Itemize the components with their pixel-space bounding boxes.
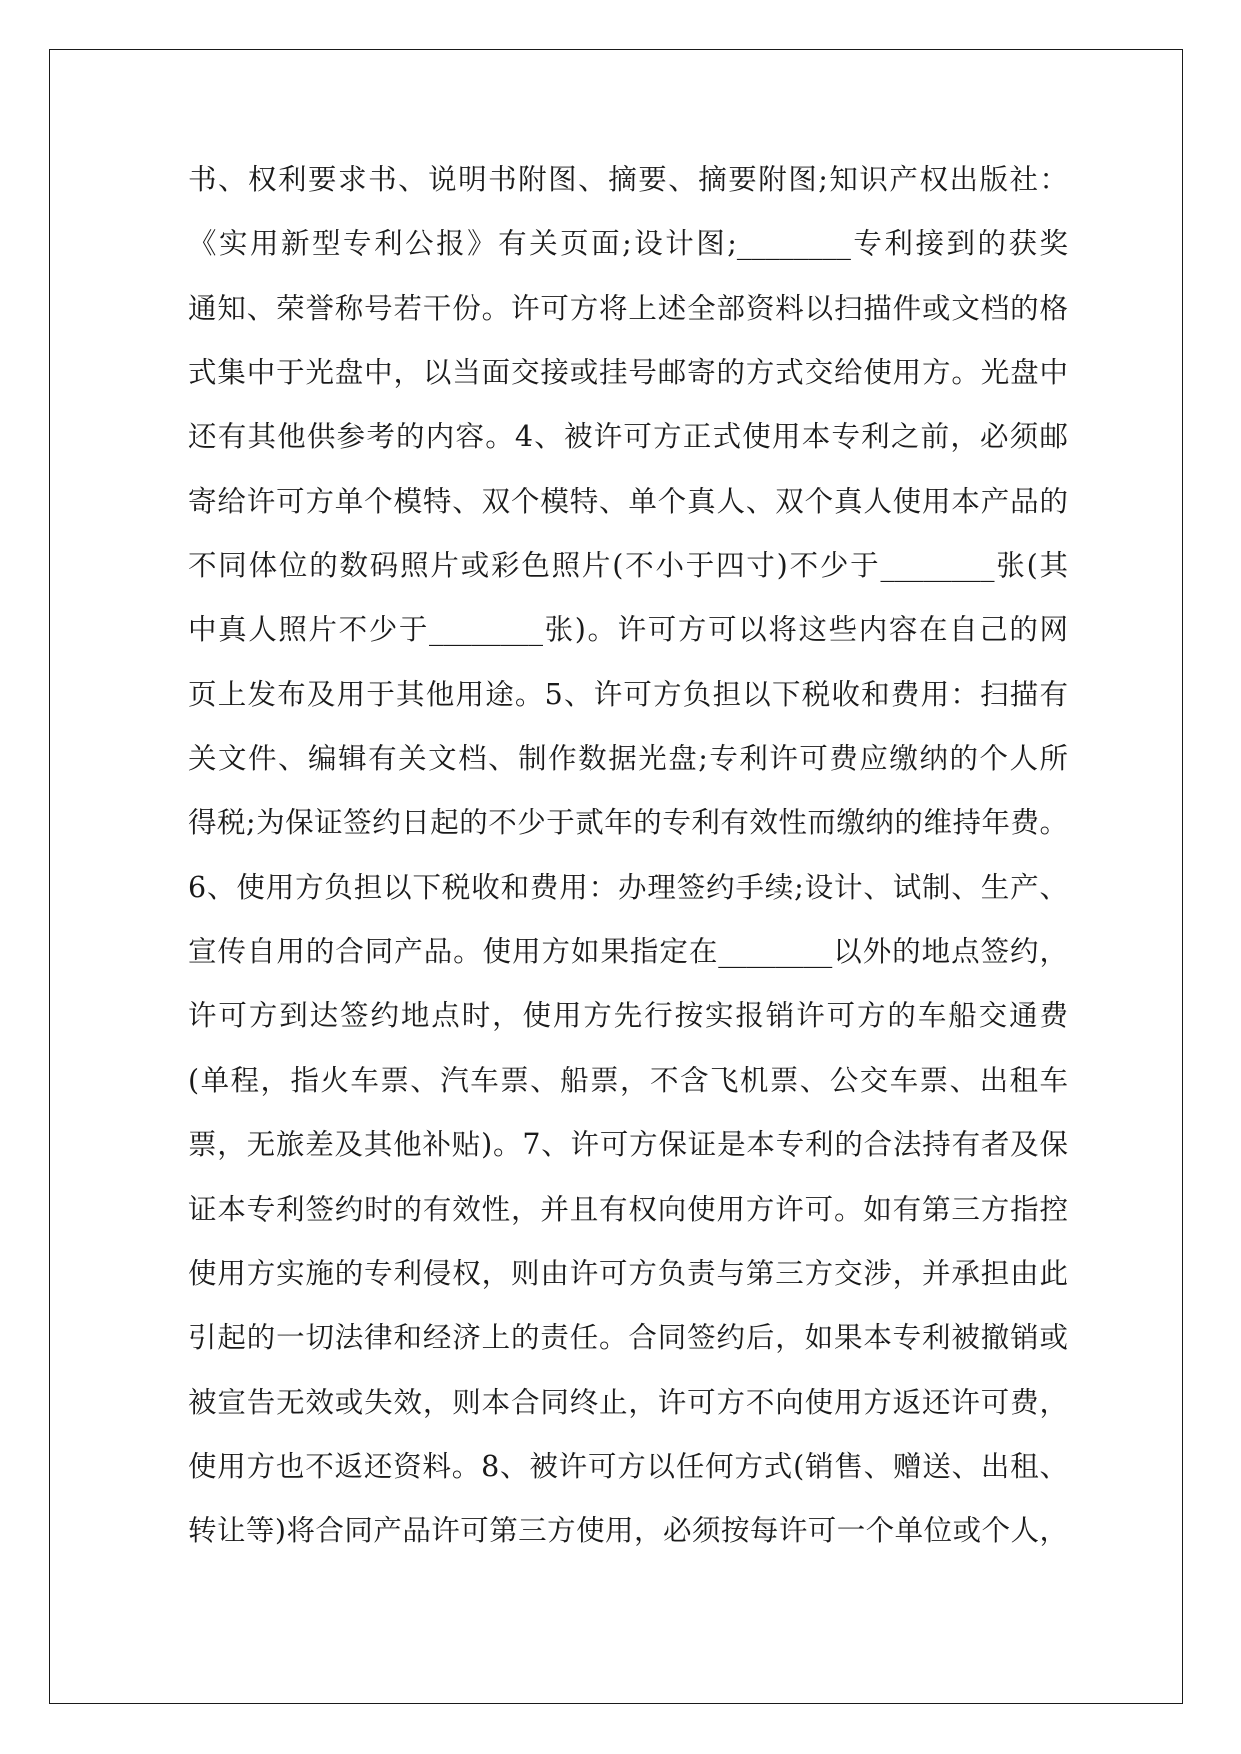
text-line: 中真人照片不少于________张)。许可方可以将这些内容在自己的网 [188,613,1068,647]
text-line: 书、权利要求书、说明书附图、摘要、摘要附图;知识产权出版社： [188,163,1068,196]
text-line: (单程，指火车票、汽车票、船票，不含飞机票、公交车票、出租车 [188,1063,1068,1097]
text-line: 宣传自用的合同产品。使用方如果指定在________以外的地点签约， [188,935,1068,969]
text-line: 引起的一切法律和经济上的责任。合同签约后，如果本专利被撤销或 [188,1321,1068,1355]
text-line: 通知、荣誉称号若干份。许可方将上述全部资料以扫描件或文档的格 [188,291,1068,325]
text-line: 被宣告无效或失效，则本合同终止，许可方不向使用方返还许可费， [188,1385,1068,1419]
text-line: 许可方到达签约地点时，使用方先行按实报销许可方的车船交通费 [188,999,1068,1033]
document-body [188,160,1068,1576]
text-line: 页上发布及用于其他用途。5、许可方负担以下税收和费用：扫描有 [188,677,1068,711]
text-line: 不同体位的数码照片或彩色照片(不小于四寸)不少于________张(其 [188,549,1068,583]
text-line: 式集中于光盘中，以当面交接或挂号邮寄的方式交给使用方。光盘中 [188,356,1068,390]
text-line: 得税;为保证签约日起的不少于贰年的专利有效性而缴纳的维持年费。 [188,806,1068,840]
text-line: 关文件、编辑有关文档、制作数据光盘;专利许可费应缴纳的个人所 [188,742,1068,776]
text-line: 6、使用方负担以下税收和费用：办理签约手续;设计、试制、生产、 [188,870,1068,904]
text-line: 证本专利签约时的有效性，并且有权向使用方许可。如有第三方指控 [188,1192,1068,1226]
text-line: 还有其他供参考的内容。4、被许可方正式使用本专利之前，必须邮 [188,420,1068,454]
text-line: 《实用新型专利公报》有关页面;设计图;________专利接到的获奖 [188,227,1068,261]
text-line: 票，无旅差及其他补贴)。7、许可方保证是本专利的合法持有者及保 [188,1128,1068,1162]
text-line: 使用方实施的专利侵权，则由许可方负责与第三方交涉，并承担由此 [188,1256,1068,1290]
text-line: 使用方也不返还资料。8、被许可方以任何方式(销售、赠送、出租、 [188,1449,1068,1483]
text-line: 转让等)将合同产品许可第三方使用，必须按每许可一个单位或个人， [188,1514,1068,1548]
text-line: 寄给许可方单个模特、双个模特、单个真人、双个真人使用本产品的 [188,484,1068,518]
